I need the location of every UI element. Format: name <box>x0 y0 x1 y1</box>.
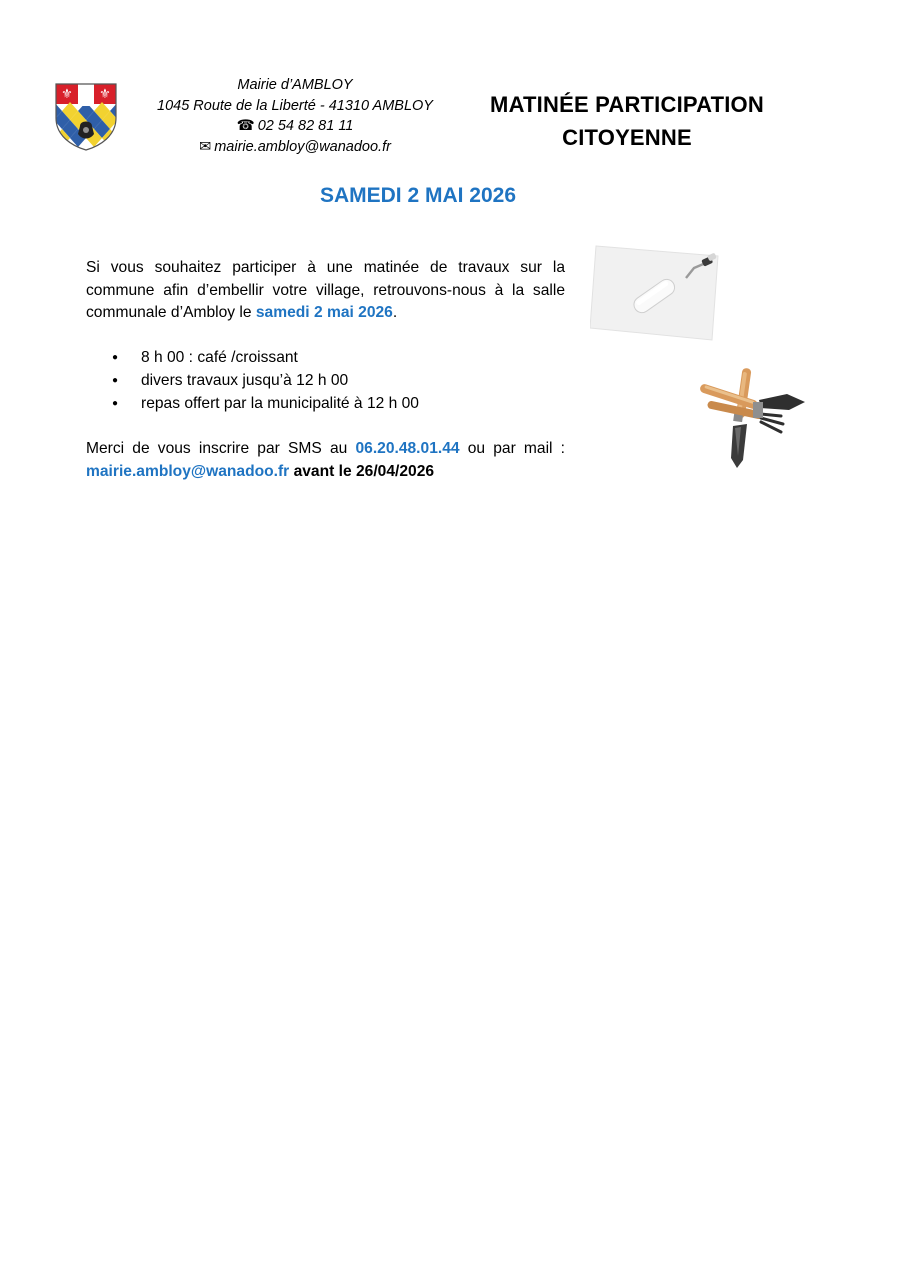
list-item: ● repas offert par la municipalité à 12 h 00 <box>112 392 419 415</box>
mairie-name: Mairie d’AMBLOY <box>237 77 353 93</box>
mairie-email[interactable]: mairie.ambloy@wanadoo.fr <box>214 138 391 155</box>
signup-email[interactable]: mairie.ambloy@wanadoo.fr <box>86 463 290 480</box>
mairie-address: 1045 Route de la Liberté - 41310 AMBLOY <box>157 97 433 114</box>
garden-tools-image <box>697 364 809 472</box>
paint-roller-image <box>590 242 720 342</box>
title-line-1: MATINÉE PARTICIPATION <box>490 92 764 117</box>
intro-text: Si vous souhaitez participer à une matinée de travaux sur la commune afin d’embellir votre village, retrouvons-nous à la salle communale d’Ambloy le <box>86 259 565 321</box>
intro-paragraph <box>86 257 565 325</box>
page-title <box>462 88 792 154</box>
list-item: ● 8 h 00 : café /croissant <box>112 346 419 369</box>
envelope-at-icon: ✉ <box>199 138 212 155</box>
mairie-email-line <box>140 137 450 158</box>
schedule-list <box>112 346 419 416</box>
signup-text-2: ou par mail : <box>459 440 566 457</box>
signup-deadline: avant le 26/04/2026 <box>289 463 435 480</box>
coat-of-arms-logo <box>54 82 118 152</box>
telephone-icon: ☎ <box>236 118 255 134</box>
svg-text:⚜: ⚜ <box>61 87 73 102</box>
mairie-phone: 02 54 82 81 11 <box>257 118 354 134</box>
svg-text:⚜: ⚜ <box>99 87 111 102</box>
signup-phone[interactable]: 06.20.48.01.44 <box>355 440 460 457</box>
list-item: ● divers travaux jusqu’à 12 h 00 <box>112 369 419 392</box>
mairie-phone-line <box>140 116 450 137</box>
signup-paragraph <box>86 437 565 483</box>
intro-end: . <box>392 304 398 321</box>
mairie-address-block <box>140 75 450 157</box>
intro-date-highlight: samedi 2 mai 2026 <box>255 304 393 321</box>
title-line-2: CITOYENNE <box>562 125 692 150</box>
signup-text-1: Merci de vous inscrire par SMS au <box>86 440 356 457</box>
event-date: SAMEDI 2 MAI 2026 <box>319 184 517 207</box>
